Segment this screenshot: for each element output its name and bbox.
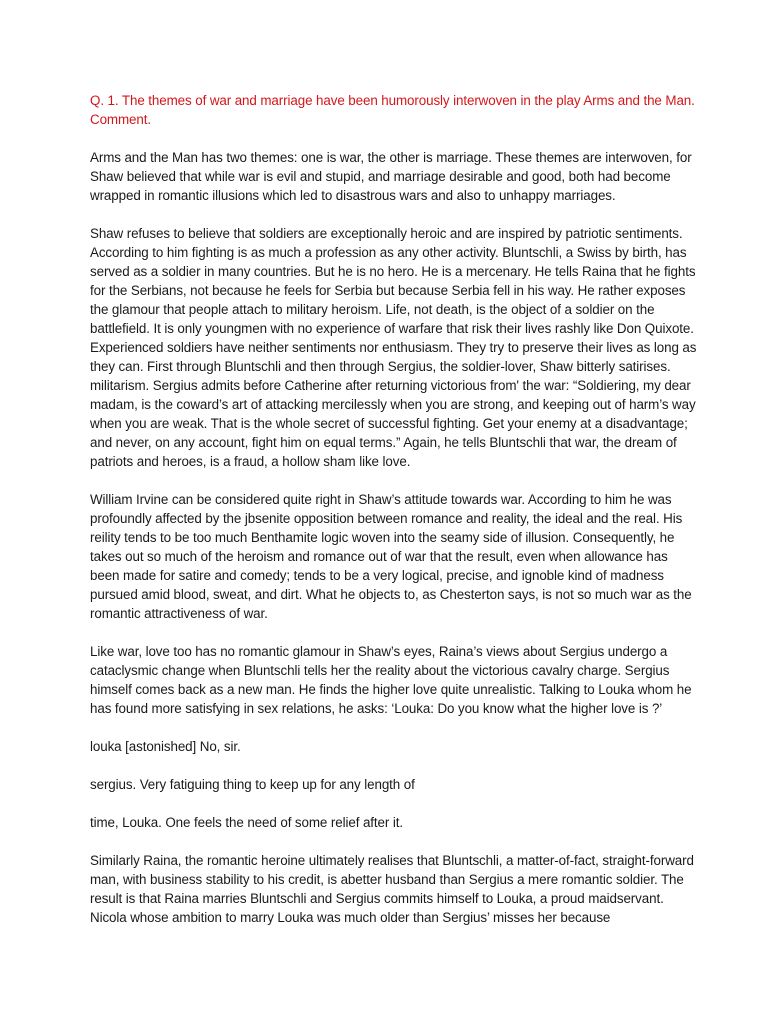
dialogue-line-sergius: sergius. Very fatiguing thing to keep up for any length of <box>90 777 415 792</box>
paragraph-themes: Arms and the Man has two themes: one is war, the other is marriage. These themes are interwoven, for Shaw believed that while war is evil and stupid, and marriage desirable and good, both had become wrapped in romantic illusions which led to disastrous wars and also to unhappy marriages. <box>90 150 692 203</box>
paragraph-irvine: William Irvine can be considered quite right in Shaw’s attitude towards war. According to him he was profoundly affected by the jbsenite opposition between romance and reality, the ideal and the real. His reility tends to be too much Benthamite logic woven into the seamy side of illusion. Consequently, he takes out so much of the heroism and romance out of war that the result, even when allowance has been made for satire and comedy; tends to be a very logical, precise, and ignoble kind of madness pursued amid blood, sweat, and dirt. What he objects to, as Chesterton says, is not so much war as the romantic attractiveness of war. <box>90 492 692 621</box>
paragraph-love: Like war, love too has no romantic glamour in Shaw’s eyes, Raina’s views about Sergius undergo a cataclysmic change when Bluntschli tells her the reality about the victorious cavalry charge. Sergius himself comes back as a new man. He finds the higher love quite unrealistic. Talking to Louka whom he has found more satisfying in sex relations, he asks: ‘Louka: Do you know what the higher love is ?’ <box>90 644 692 716</box>
dialogue-line-louka: louka [astonished] No, sir. <box>90 739 241 754</box>
dialogue-line-sergius-cont: time, Louka. One feels the need of some relief after it. <box>90 815 403 830</box>
paragraph-closing: Similarly Raina, the romantic heroine ultimately realises that Bluntschli, a matter-of-fact, straight-forward man, with business stability to his credit, is abetter husband than Sergius a mere romantic soldier. The result is that Raina marries Bluntschli and Sergius commits himself to Louka, a proud maidservant. Nicola whose ambition to marry Louka was much older than Sergius’ misses her because <box>90 853 694 925</box>
question-heading: Q. 1. The themes of war and marriage have been humorously interwoven in the play Arms and the Man. Comment. <box>90 93 695 127</box>
paragraph-soldiers: Shaw refuses to believe that soldiers are exceptionally heroic and are inspired by patriotic sentiments. According to him fighting is as much a profession as any other activity. Bluntschli, a Swiss by birth, has served as a soldier in many countries. But he is no hero. He is a mercenary. He tells Raina that he fights for the Serbians, not because he feels for Serbia but because Serbia fell in his way. He rather exposes the glamour that people attach to military heroism. Life, not death, is the object of a soldier on the battlefield. It is only youngmen with no experience of warfare that risk their lives rashly like Don Quixote. Experienced soldiers have neither sentiments nor enthusiasm. They try to preserve their lives as long as they can. First through Bluntschli and then through Sergius, the soldier-lover, Shaw bitterly satirises. militarism. Sergius admits before Catherine after returning victorious from' the war: “Soldiering, my dear madam, is the coward’s art of attacking mercilessly when you are strong, and keeping out of harm’s way when you are weak. That is the whole secret of successful fighting. Get your enemy at a disadvantage; and never, on any account, fight him on equal terms.” Again, he tells Bluntschli that war, the dream of patriots and heroes, is a fraud, a hollow sham like love. <box>90 226 697 469</box>
